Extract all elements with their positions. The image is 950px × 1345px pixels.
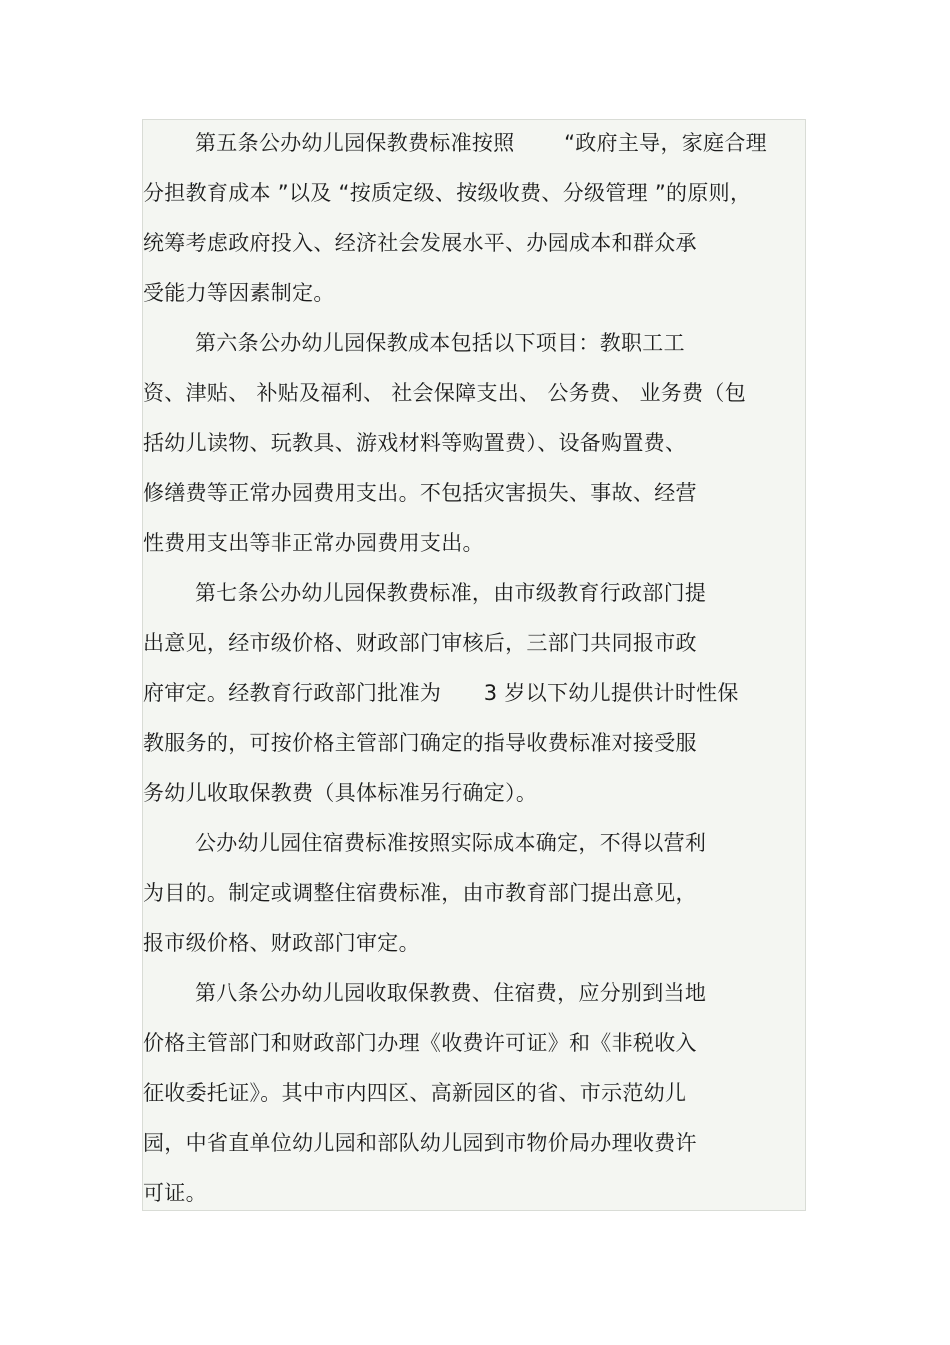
text-line: 征收委托证》。其中市内四区、高新园区的省、市示范幼儿 bbox=[143, 1081, 687, 1105]
text-line: 第五条公办幼儿园保教费标准按照 “政府主导，家庭合理 bbox=[195, 131, 767, 155]
text-line: 务幼儿收取保教费（具体标准另行确定）。 bbox=[143, 781, 538, 805]
text-line: 出意见，经市级价格、财政部门审核后，三部门共同报市政 bbox=[143, 631, 697, 655]
text-line: 教服务的，可按价格主管部门确定的指导收费标准对接受服 bbox=[143, 731, 697, 755]
text-line: 资、津贴、 补贴及福利、 社会保障支出、 公务费、 业务费（包 bbox=[143, 381, 746, 405]
text-line: 园，中省直单位幼儿园和部队幼儿园到市物价局办理收费许 bbox=[143, 1131, 697, 1155]
text-line: 性费用支出等非正常办园费用支出。 bbox=[143, 531, 484, 555]
text-line: 分担教育成本 ”以及 “按质定级、按级收费、分级管理 ”的原则， bbox=[143, 181, 752, 205]
text-line: 府审定。经教育行政部门批准为 3 岁以下幼儿提供计时性保 bbox=[143, 681, 739, 705]
text-line: 公办幼儿园住宿费标准按照实际成本确定，不得以营利 bbox=[195, 831, 707, 855]
text-line: 价格主管部门和财政部门办理《收费许可证》和《非税收入 bbox=[143, 1031, 697, 1055]
document-text-block bbox=[142, 119, 806, 1211]
text-line: 受能力等因素制定。 bbox=[143, 281, 335, 305]
text-line: 第八条公办幼儿园收取保教费、住宿费，应分别到当地 bbox=[195, 981, 707, 1005]
text-line: 修缮费等正常办园费用支出。不包括灾害损失、事故、经营 bbox=[143, 481, 697, 505]
text-line: 报市级价格、财政部门审定。 bbox=[143, 931, 420, 955]
text-line: 第六条公办幼儿园保教成本包括以下项目：教职工工 bbox=[195, 331, 685, 355]
text-line: 统筹考虑政府投入、经济社会发展水平、办园成本和群众承 bbox=[143, 231, 697, 255]
text-line: 括幼儿读物、玩教具、游戏材料等购置费）、设备购置费、 bbox=[143, 431, 687, 455]
text-line: 可证。 bbox=[143, 1181, 207, 1205]
text-line: 第七条公办幼儿园保教费标准，由市级教育行政部门提 bbox=[195, 581, 707, 605]
text-line: 为目的。制定或调整住宿费标准，由市教育部门提出意见， bbox=[143, 881, 697, 905]
